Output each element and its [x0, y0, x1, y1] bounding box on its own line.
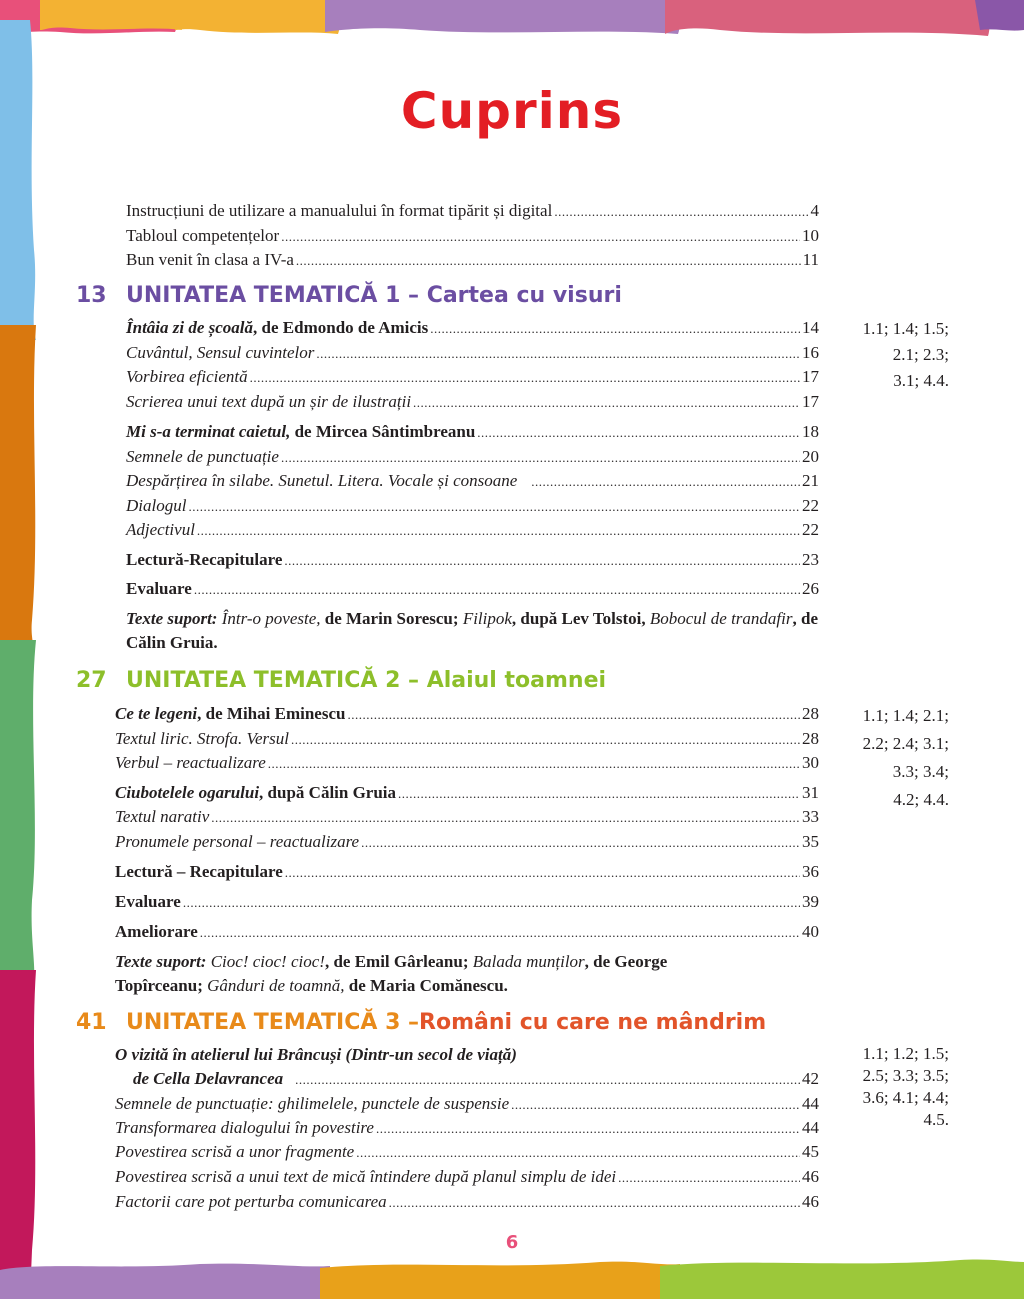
leader-dots [188, 496, 800, 518]
unit-start-page: 41 [76, 1010, 107, 1035]
toc-entry-label: Lectură – Recapitulare [115, 862, 283, 881]
leader-dots [284, 550, 800, 572]
leader-dots [347, 704, 800, 726]
toc-row [115, 1166, 819, 1189]
leader-dots [200, 922, 800, 944]
leader-dots [511, 1094, 800, 1116]
toc-entry-label: Textul liric. Strofa. Versul [115, 729, 289, 748]
toc-row [126, 549, 819, 572]
toc-row [126, 470, 819, 493]
toc-row [126, 446, 819, 469]
unit-start-page: 27 [76, 668, 107, 693]
leader-dots [295, 1069, 800, 1091]
toc-row-first-line [115, 1044, 819, 1066]
toc-entry-label: Evaluare [126, 579, 192, 598]
toc-entry-label: Evaluare [115, 892, 181, 911]
toc-entry-label: O vizită în atelierul lui Brâncuși (Dintr-un secol de viață) [115, 1045, 517, 1064]
toc-page-number: 4 [810, 201, 819, 220]
toc-page-number: 44 [802, 1118, 819, 1137]
toc-row [115, 728, 819, 751]
page-number: 6 [505, 1232, 519, 1253]
toc-entry-label: Povestirea scrisă a unui text de mică întindere după planul simplu de idei [115, 1167, 617, 1186]
toc-entry-label: Vorbirea eficientă [126, 367, 248, 386]
leader-dots [361, 832, 800, 854]
toc-page-number: 35 [802, 832, 819, 851]
leader-dots [211, 807, 800, 829]
toc-page-number: 36 [802, 862, 819, 881]
toc-page-number: 11 [802, 250, 819, 269]
toc-row [126, 391, 819, 414]
leader-dots [197, 520, 800, 542]
unit-heading-1 [76, 283, 622, 308]
leader-dots [413, 392, 800, 414]
toc-row [115, 1117, 819, 1140]
leader-dots [291, 729, 800, 751]
leader-dots [281, 226, 800, 248]
leader-dots [250, 367, 800, 389]
toc-page-number: 17 [802, 367, 819, 386]
unit-heading-3 [76, 1010, 766, 1035]
toc-row [133, 1068, 819, 1091]
competences-unit-2: 1.1; 1.4; 2.1; 2.2; 2.4; 3.1; 3.3; 3.4; 4.2; 4.4. [862, 706, 949, 809]
toc-page-number: 17 [802, 392, 819, 411]
toc-page-number: 20 [802, 447, 819, 466]
toc-entry-label: Adjectivul [126, 520, 195, 539]
leader-dots [554, 201, 808, 223]
toc-page-number: 46 [802, 1167, 819, 1186]
leader-dots [376, 1118, 800, 1140]
toc-entry-label: Ce te legeni, de Mihai Eminescu [115, 704, 346, 723]
toc-entry-label: Cuvântul, Sensul cuvintelor [126, 343, 315, 362]
toc-page-number: 18 [802, 422, 819, 441]
support-texts: Texte suport: Într-o poveste, de Marin Sorescu; Filipok, după Lev Tolstoi, Bobocul de trandafir, de Călin Gruia. [126, 609, 818, 652]
toc-page-number: 22 [802, 496, 819, 515]
leader-dots [296, 250, 801, 272]
toc-page-number: 28 [802, 704, 819, 723]
toc-page-number: 30 [802, 753, 819, 772]
leader-dots [281, 447, 800, 469]
toc-entry-label: Transformarea dialogului în povestire [115, 1118, 374, 1137]
toc-entry-label: Întâia zi de școală, de Edmondo de Amicis [126, 318, 429, 337]
toc-page-number: 42 [802, 1069, 819, 1088]
toc-entry-label: Tabloul competențelor [126, 226, 280, 245]
toc-entry-label: Mi s-a terminat caietul, de Mircea Sântimbreanu [126, 422, 476, 441]
leader-dots [285, 862, 800, 884]
leader-dots [356, 1142, 800, 1164]
toc-row [115, 831, 819, 854]
toc-row [115, 782, 819, 805]
toc-page-number: 14 [802, 318, 819, 337]
toc-page-number: 28 [802, 729, 819, 748]
toc-entry-label: Ciubotelele ogarului, după Călin Gruia [115, 783, 397, 802]
toc-entry-label: Dialogul [126, 496, 187, 515]
toc-row [126, 366, 819, 389]
toc-page-number: 16 [802, 343, 819, 362]
toc-row [126, 519, 819, 542]
leader-dots [389, 1192, 800, 1214]
toc-row [126, 421, 819, 444]
leader-dots [477, 422, 800, 444]
leader-dots [531, 471, 800, 493]
leader-dots [194, 579, 800, 601]
toc-intro-row [126, 249, 819, 272]
leader-dots [430, 318, 800, 340]
toc-entry-label: Semnele de punctuație [126, 447, 279, 466]
toc-page-number: 45 [802, 1142, 819, 1161]
toc-page-number: 26 [802, 579, 819, 598]
unit-title-highlight: Români cu care ne mândrim [419, 1010, 767, 1035]
leader-dots [398, 783, 800, 805]
toc-page-number: 40 [802, 922, 819, 941]
toc-page-number: 23 [802, 550, 819, 569]
toc-page-number: 33 [802, 807, 819, 826]
toc-entry-label: Instrucțiuni de utilizare a manualului în format tipărit și digital [126, 201, 553, 220]
leader-dots [618, 1167, 800, 1189]
toc-page-number: 44 [802, 1094, 819, 1113]
toc-page-number: 31 [802, 783, 819, 802]
competences-unit-3: 1.1; 1.2; 1.5; 2.5; 3.3; 3.5; 3.6; 4.1; 4.4; 4.5. [862, 1044, 949, 1129]
leader-dots [268, 753, 800, 775]
toc-entry-label: Textul narativ [115, 807, 210, 826]
page-title: Cuprins [400, 82, 624, 140]
unit-start-page: 13 [76, 283, 107, 308]
leader-dots [316, 343, 800, 365]
toc-page-number: 46 [802, 1192, 819, 1211]
toc-entry-label: Bun venit în clasa a IV-a [126, 250, 294, 269]
toc-entry-label: Lectură-Recapitulare [126, 550, 283, 569]
toc-entry-label: Verbul – reactualizare [115, 753, 266, 772]
toc-entry-label: de Cella Delavrancea [133, 1069, 284, 1088]
support-texts: Texte suport: Cioc! cioc! cioc!, de Emil Gârleanu; Balada munților, de George Topîrceanu; Gânduri de toamnă, de Maria Comănescu. [115, 952, 668, 995]
toc-row [115, 861, 819, 884]
toc-row [115, 1093, 819, 1116]
toc-entry-label: Despărțirea în silabe. Sunetul. Litera. Vocale și consoane [126, 471, 518, 490]
toc-intro-row [126, 200, 819, 223]
toc-row [115, 921, 819, 944]
toc-page-number: 39 [802, 892, 819, 911]
toc-row [126, 495, 819, 518]
toc-entry-label: Ameliorare [115, 922, 198, 941]
toc-page-number: 21 [802, 471, 819, 490]
leader-dots [183, 892, 800, 914]
toc-row [126, 342, 819, 365]
toc-page-number: 10 [802, 226, 819, 245]
toc-row [115, 806, 819, 829]
unit-title: UNITATEA TEMATICĂ 3 – [126, 1010, 420, 1035]
toc-row [115, 891, 819, 914]
toc-row [115, 703, 819, 726]
toc-entry-label: Factorii care pot perturba comunicarea [115, 1192, 387, 1211]
competences-unit-1: 1.1; 1.4; 1.5; 2.1; 2.3; 3.1; 4.4. [862, 319, 949, 390]
toc-row [115, 1191, 819, 1214]
unit-heading-2 [76, 668, 606, 693]
unit-title: UNITATEA TEMATICĂ 2 – Alaiul toamnei [126, 668, 607, 693]
toc-entry-label: Scrierea unui text după un șir de ilustrații [126, 392, 412, 411]
toc-row [126, 578, 819, 601]
toc-entry-label: Pronumele personal – reactualizare [115, 832, 360, 851]
toc-row [126, 317, 819, 340]
toc-row [115, 1141, 819, 1164]
unit-title: UNITATEA TEMATICĂ 1 – Cartea cu visuri [126, 283, 622, 308]
toc-page-number: 22 [802, 520, 819, 539]
toc-intro-row [126, 225, 819, 248]
toc-entry-label: Povestirea scrisă a unor fragmente [115, 1142, 355, 1161]
toc-row [115, 752, 819, 775]
toc-entry-label: Semnele de punctuație: ghilimelele, punctele de suspensie [115, 1094, 510, 1113]
